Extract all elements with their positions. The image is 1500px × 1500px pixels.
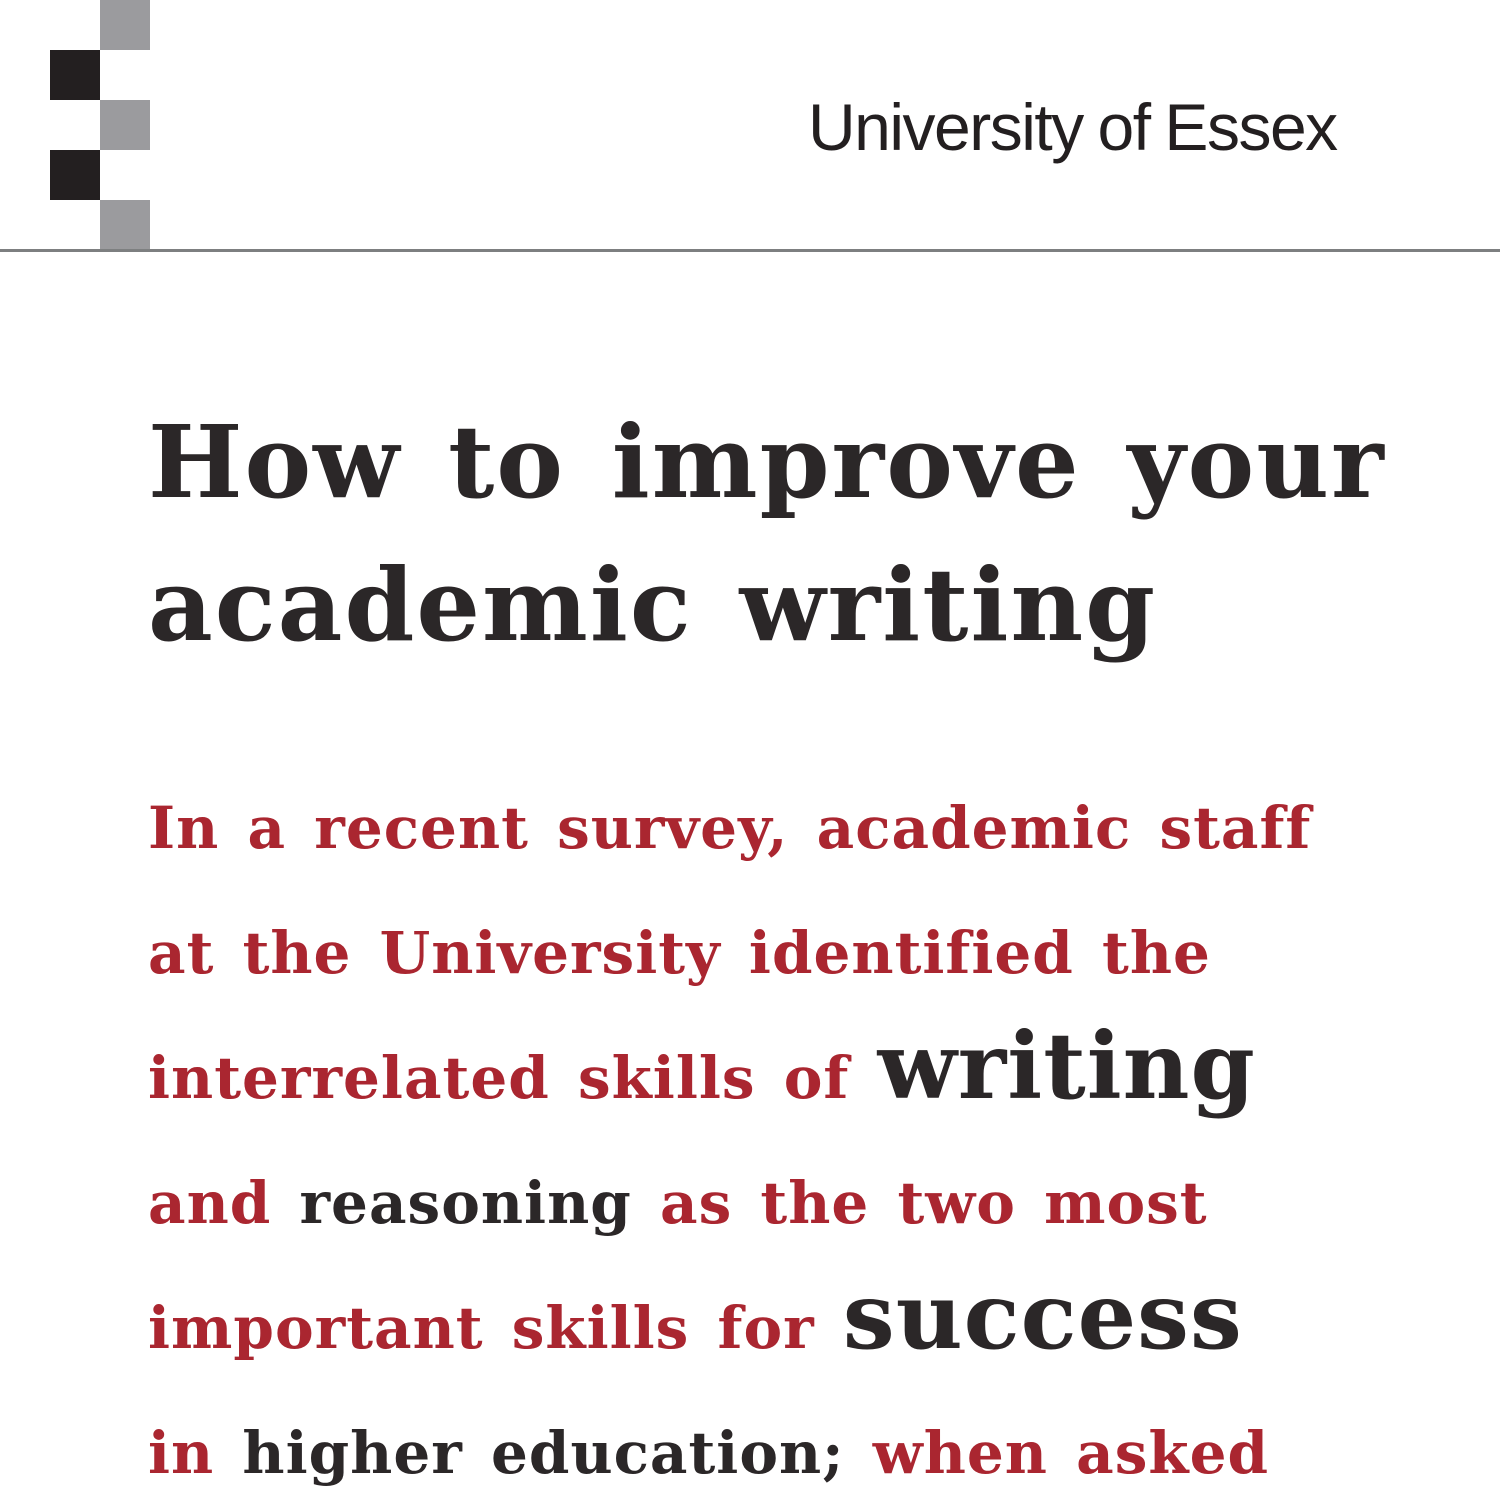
university-brand-wordmark: University of Essex bbox=[808, 90, 1337, 164]
text-segment: in bbox=[148, 1419, 243, 1487]
logo-square-black bbox=[50, 50, 100, 100]
emphasis-word: writing bbox=[877, 1012, 1256, 1120]
text-segment: at the University identified the bbox=[148, 919, 1211, 987]
paragraph-line bbox=[148, 891, 1211, 1016]
text-segment: as the two most bbox=[660, 1169, 1208, 1237]
logo-square-gray bbox=[100, 100, 150, 150]
text-segment: interrelated skills of bbox=[148, 1044, 878, 1112]
page-title-line-2: academic writing bbox=[148, 546, 1158, 664]
logo-square-gray bbox=[100, 0, 150, 50]
text-segment: when asked bbox=[872, 1419, 1270, 1487]
emphasis-word: success bbox=[842, 1262, 1243, 1370]
logo-square-black bbox=[50, 150, 100, 200]
text-segment: and bbox=[148, 1169, 300, 1237]
essex-checkerboard-logo-icon bbox=[0, 0, 200, 250]
paragraph-line bbox=[148, 1391, 1269, 1500]
text-segment: In a recent survey, academic staff bbox=[148, 794, 1312, 862]
paragraph-line bbox=[148, 1254, 1243, 1391]
page-title-line-1: How to improve your bbox=[148, 403, 1386, 521]
paragraph-line bbox=[148, 1141, 1208, 1266]
page-title bbox=[148, 391, 1386, 677]
text-segment: reasoning bbox=[299, 1169, 660, 1237]
paragraph-line bbox=[148, 1004, 1256, 1141]
text-segment: important skills for bbox=[148, 1294, 843, 1362]
logo-square-gray bbox=[100, 200, 150, 250]
paragraph-line bbox=[148, 766, 1311, 891]
text-segment: higher education; bbox=[242, 1419, 873, 1487]
header-divider bbox=[0, 249, 1500, 252]
